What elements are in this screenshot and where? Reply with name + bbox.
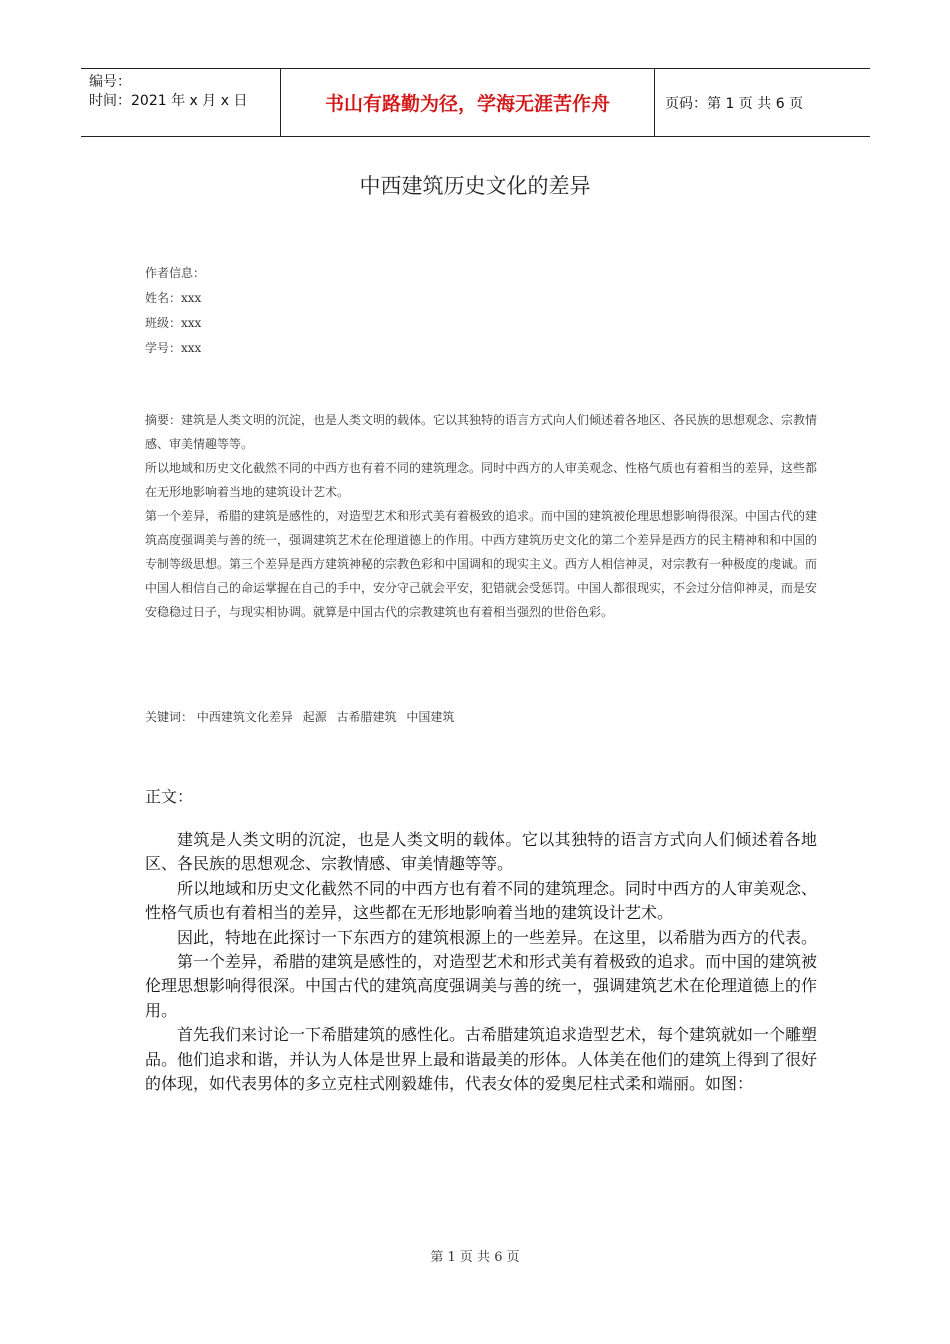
keyword: 中国建筑 <box>406 710 455 724</box>
author-name: 姓名：xxx <box>145 291 202 305</box>
abstract-paragraph: 摘要：建筑是人类文明的沉淀，也是人类文明的载体。它以其独特的语言方式向人们倾述着各地区、各民族的思想观念、宗教情感、审美情趣等等。 <box>145 413 818 451</box>
body-paragraph: 建筑是人类文明的沉淀，也是人类文明的载体。它以其独特的语言方式向人们倾述着各地区、各民族的思想观念、宗教情感、审美情趣等等。 <box>145 830 817 874</box>
header-meta <box>81 69 281 136</box>
author-class: 班级：xxx <box>145 316 202 330</box>
keyword: 中西建筑文化差异 <box>196 710 293 724</box>
header-motto: 书山有路勤为径，学海无涯苦作舟 <box>281 69 655 136</box>
keyword: 古希腊建筑 <box>336 710 397 724</box>
author-info <box>145 261 205 361</box>
document-title: 中西建筑历史文化的差异 <box>359 174 591 198</box>
header-page-number: 页码：第 1 页 共 6 页 <box>665 95 804 112</box>
abstract-paragraph: 第一个差异，希腊的建筑是感性的，对造型艺术和形式美有着极致的追求。而中国的建筑被伦理思想影响得很深。中国古代的建筑高度强调美与善的统一，强调建筑艺术在伦理道德上的作用。中西方建筑历史文化的第二个差异是西方的民主精神和和中国的专制等级思想。第三个差异是西方建筑神秘的宗教色彩和中国调和的现实主义。西方人相信神灵，对宗教有一种极度的虔诚。而中国人相信自己的命运掌握在自己的手中，安分守己就会平安，犯错就会受惩罚。中国人都很现实，不会过分信仰神灵，而是安安稳稳过日子，与现实相协调。就算是中国古代的宗教建筑也有着相当强烈的世俗色彩。 <box>145 509 818 619</box>
author-heading: 作者信息： <box>145 266 206 280</box>
body-heading: 正文： <box>145 787 194 806</box>
date-label: 时间：2021 年 x 月 x 日 <box>89 93 248 109</box>
page-header <box>81 68 870 137</box>
body-paragraph: 因此，特地在此探讨一下东西方的建筑根源上的一些差异。在这里，以希腊为西方的代表。 <box>177 927 818 947</box>
keyword: 起源 <box>302 710 327 724</box>
body-paragraph: 第一个差异，希腊的建筑是感性的，对造型艺术和形式美有着极致的追求。而中国的建筑被伦理思想影响得很深。中国古代的建筑高度强调美与善的统一，强调建筑艺术在伦理道德上的作用。 <box>145 952 818 1020</box>
keywords-label: 关键词： <box>145 710 194 724</box>
page-footer: 第 1 页 共 6 页 <box>430 1250 520 1265</box>
abstract-paragraph: 所以地域和历史文化截然不同的中西方也有着不同的建筑理念。同时中西方的人审美观念、性格气质也有着相当的差异，这些都在无形地影响着当地的建筑设计艺术。 <box>145 461 818 499</box>
code-label: 编号： <box>89 74 131 90</box>
keywords <box>145 708 460 725</box>
author-student-id: 学号：xxx <box>145 341 202 355</box>
body-paragraph: 首先我们来讨论一下希腊建筑的感性化。古希腊建筑追求造型艺术，每个建筑就如一个雕塑品。他们追求和谐，并认为人体是世界上最和谐最美的形体。人体美在他们的建筑上得到了很好的体现，如代表男体的多立克柱式刚毅雄伟，代表女体的爱奥尼柱式柔和端丽。如图： <box>145 1025 818 1094</box>
body-paragraph: 所以地域和历史文化截然不同的中西方也有着不同的建筑理念。同时中西方的人审美观念、性格气质也有着相当的差异，这些都在无形地影响着当地的建筑设计艺术。 <box>145 878 818 923</box>
body-text <box>145 828 817 1096</box>
abstract <box>145 408 817 624</box>
